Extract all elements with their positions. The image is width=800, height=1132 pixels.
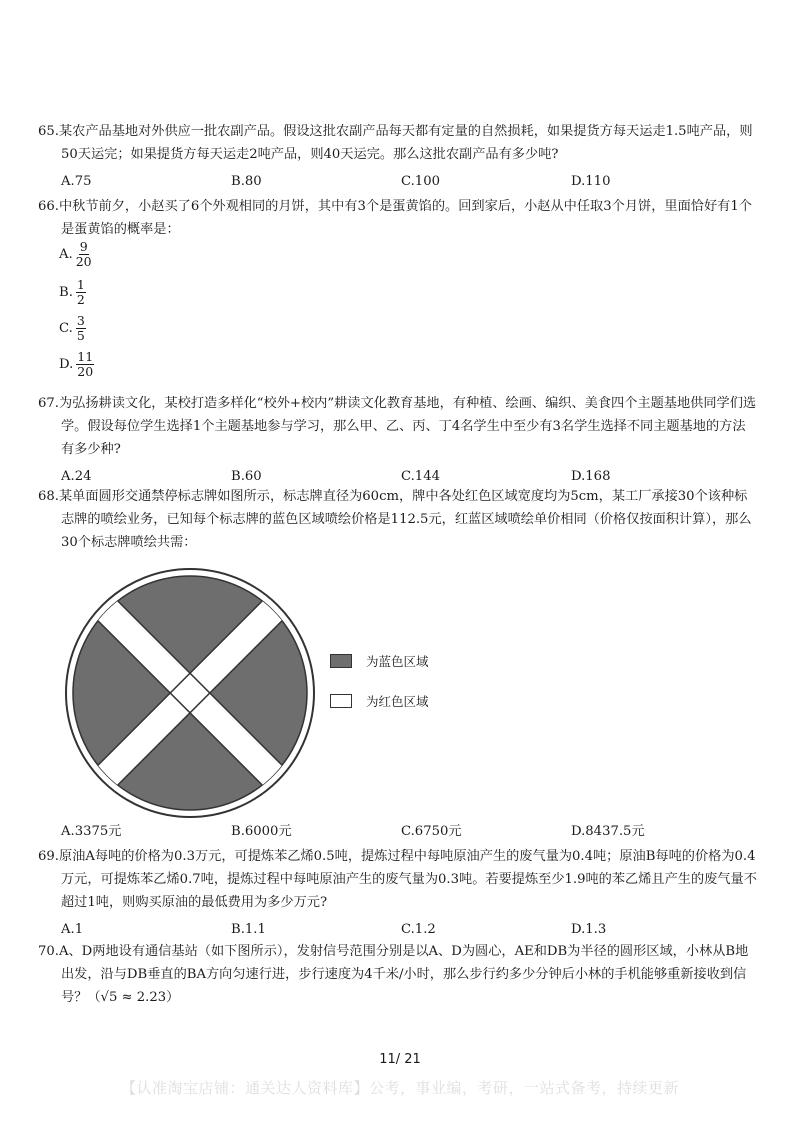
- question-66-stem: 66.中秋节前夕，小赵买了6个外观相同的月饼，其中有3个是蛋黄馅的。回到家后，小赵从中任取3个月饼，里面恰好有1个是蛋黄馅的概率是：: [38, 199, 752, 237]
- denominator: 20: [75, 254, 92, 269]
- denominator: 20: [77, 364, 94, 379]
- numerator: 11: [77, 349, 94, 364]
- red-swatch: [330, 694, 352, 708]
- option-letter: C.: [59, 321, 73, 336]
- option-letter: A.: [59, 247, 73, 262]
- question-68: [38, 485, 758, 554]
- option-letter: D.: [59, 357, 74, 372]
- question-69-stem: 69.原油A每吨的价格为0.3万元，可提炼苯乙烯0.5吨，提炼过程中每吨原油产生的废气量为0.4吨；原油B每吨的价格为0.4万元，可提炼苯乙烯0.7吨，提炼过程中每吨原油产生的废气量为0.3吨。若要提炼至少1.9吨的苯乙烯且产生的废气量不超过1吨，则购买原油的最低费用为多少万元?: [38, 849, 757, 910]
- legend-red: [330, 692, 429, 710]
- option-c[interactable]: C.100: [401, 174, 440, 189]
- option-b[interactable]: B.6000元: [231, 824, 292, 839]
- question-68-options: [61, 820, 758, 842]
- option-a[interactable]: A.24: [61, 469, 92, 484]
- question-69-options: [61, 918, 758, 940]
- option-b[interactable]: B.80: [231, 174, 262, 189]
- question-70: [38, 940, 758, 1009]
- question-67-options: [61, 465, 758, 487]
- blue-swatch: [330, 654, 352, 668]
- option-d[interactable]: D.8437.5元: [571, 824, 645, 839]
- numerator: 9: [79, 239, 88, 254]
- fraction: [76, 240, 92, 269]
- question-68-answers: [38, 820, 758, 842]
- legend-blue: [330, 652, 429, 670]
- denominator: 2: [76, 292, 85, 307]
- option-a[interactable]: A.75: [61, 174, 92, 189]
- option-d[interactable]: D.1.3: [571, 922, 607, 937]
- question-67-stem: 67.为弘扬耕读文化，某校打造多样化“校外+校内”耕读文化教育基地，有种植、绘画、编织、美食四个主题基地供同学们选学。假设每位学生选择1个主题基地参与学习，那么甲、乙、丙、丁4名学生中至少有3名学生选择不同主题基地的方法有多少种?: [38, 396, 757, 457]
- legend-red-label: 为红色区域: [366, 694, 429, 709]
- option-b[interactable]: [59, 278, 86, 307]
- question-69: [38, 845, 758, 940]
- option-a[interactable]: [59, 240, 92, 269]
- question-65-options: [61, 170, 758, 192]
- option-c[interactable]: C.6750元: [401, 824, 462, 839]
- sign-diagram: [60, 568, 320, 818]
- fraction: [76, 278, 86, 307]
- option-c[interactable]: [59, 314, 86, 343]
- option-c[interactable]: C.1.2: [401, 922, 436, 937]
- watermark: 【认准淘宝店铺：通关达人资料库】公考，事业编，考研，一站式备考，持续更新: [120, 1079, 679, 1097]
- option-d[interactable]: [59, 350, 94, 379]
- page-number: 11/ 21: [379, 1052, 421, 1067]
- option-d[interactable]: D.110: [571, 174, 611, 189]
- question-65-stem: 65.某农产品基地对外供应一批农副产品。假设这批农副产品每天都有定量的自然损耗，如果提货方每天运走1.5吨产品，则50天运完；如果提货方每天运走2吨产品，则40天运完。那么这批农副产品有多少吨?: [38, 124, 753, 162]
- question-66: [38, 195, 758, 241]
- option-c[interactable]: C.144: [401, 469, 440, 484]
- fraction: [76, 314, 86, 343]
- question-70-stem: 70.A、D两地设有通信基站（如下图所示），发射信号范围分别是以A、D为圆心，AE和DB为半径的圆形区域，小林从B地出发，沿与DB垂直的BA方向匀速行进，步行速度为4千米/小时，那么步行约多少分钟后小林的手机能够重新接收到信号？（√5 ≈ 2.23）: [38, 944, 749, 1005]
- numerator: 3: [76, 313, 85, 328]
- option-a[interactable]: A.1: [61, 922, 84, 937]
- option-b[interactable]: B.1.1: [231, 922, 266, 937]
- option-d[interactable]: D.168: [571, 469, 611, 484]
- question-67: [38, 392, 758, 487]
- numerator: 1: [76, 277, 85, 292]
- legend-blue-label: 为蓝色区域: [366, 654, 429, 669]
- denominator: 5: [76, 328, 85, 343]
- option-b[interactable]: B.60: [231, 469, 262, 484]
- question-68-stem: 68.某单面圆形交通禁停标志牌如图所示，标志牌直径为60cm，牌中各处红色区域宽度均为5cm，某工厂承接30个该种标志牌的喷绘业务，已知每个标志牌的蓝色区域喷绘价格是112.5元，红蓝区域喷绘单价相同（价格仅按面积计算），那么30个标志牌喷绘共需：: [38, 489, 752, 550]
- option-a[interactable]: A.3375元: [61, 824, 122, 839]
- fraction: [76, 350, 94, 379]
- option-letter: B.: [59, 285, 73, 300]
- question-65: [38, 120, 758, 192]
